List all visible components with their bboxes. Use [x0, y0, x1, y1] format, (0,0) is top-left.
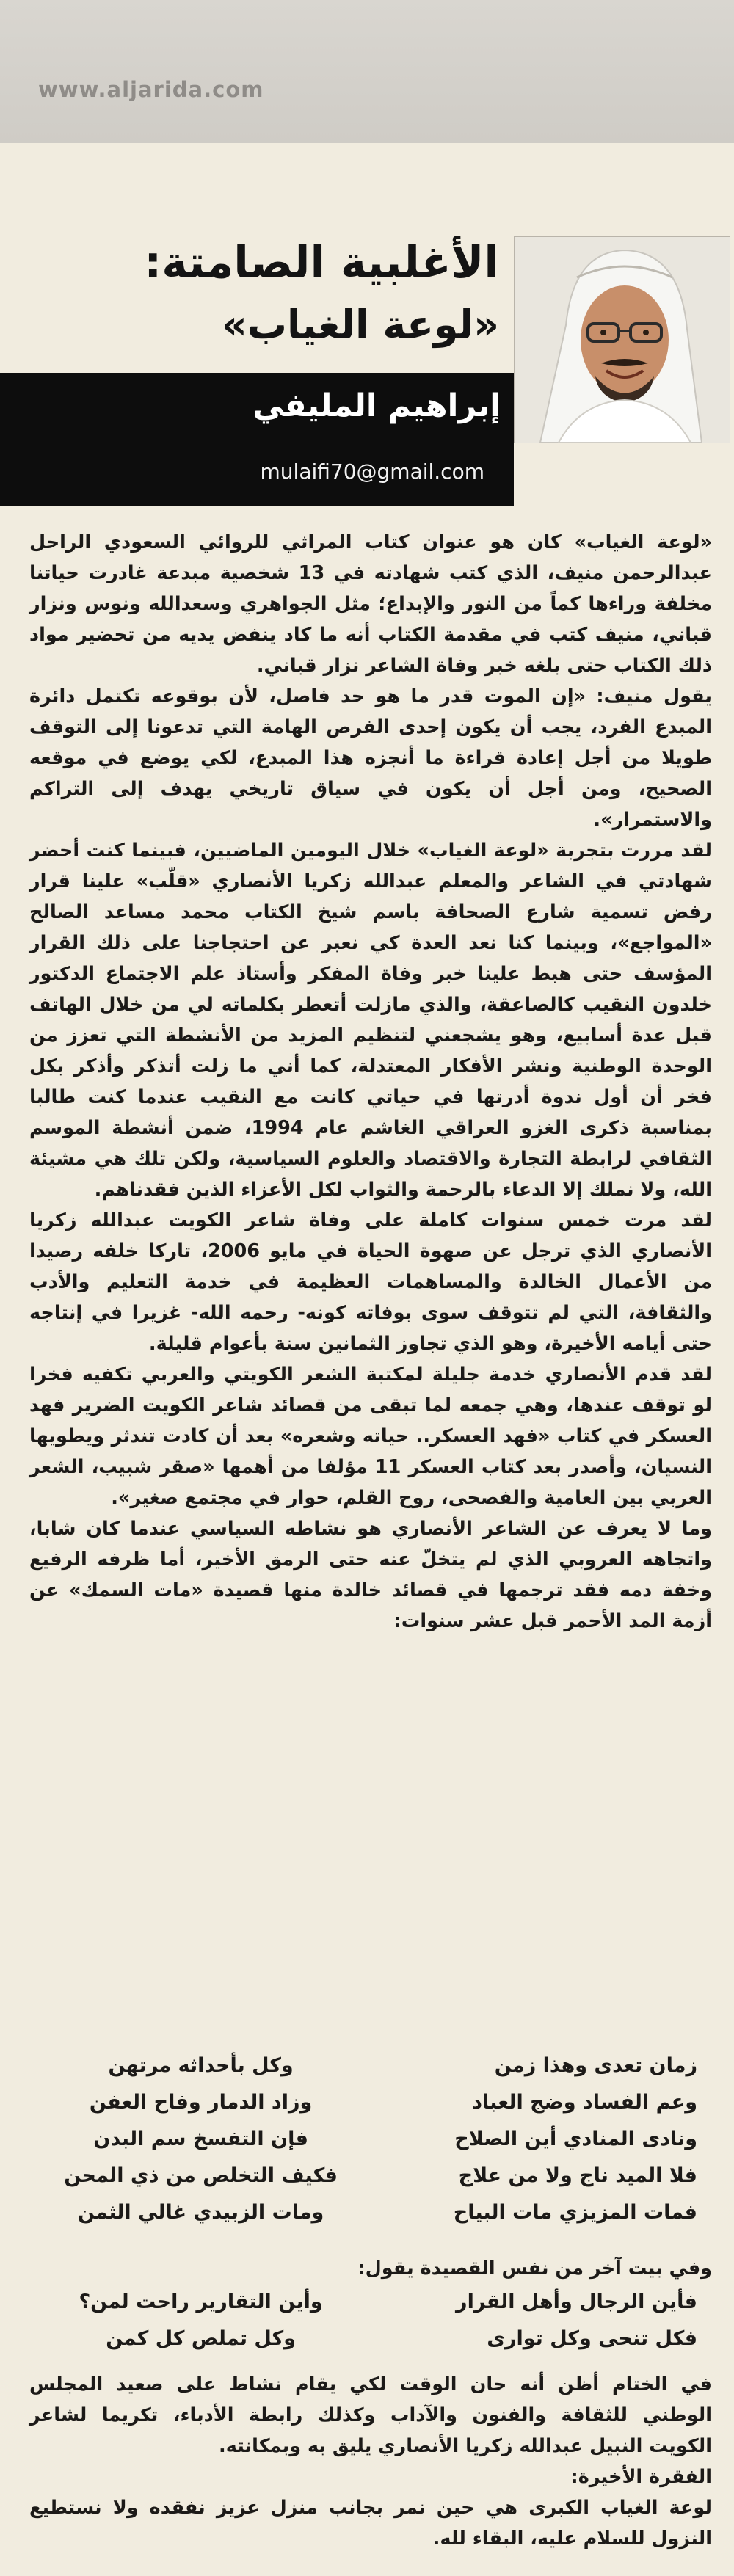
last-paragraph: لوعة الغياب الكبرى هي حين نمر بجانب منزل عزيز نفقده ولا نستطيع النزول للسلام عليه، البقاء لله.	[29, 2497, 712, 2550]
poem-verse-left: ومات الزبيدي غالي الثمن	[77, 2201, 324, 2224]
poem-row	[44, 2284, 697, 2321]
poem-verse-left: فإن التفسخ سم البدن	[93, 2128, 308, 2150]
poem-verse-left: وزاد الدمار وفاح العفن	[89, 2091, 313, 2114]
poem-verse-left: فكيف التخلص من ذي المحن	[64, 2164, 338, 2187]
poem-verse-right: وعم الفساد وضج العباد	[472, 2091, 697, 2114]
poem2-intro-block	[29, 2253, 712, 2284]
poem-row	[44, 2321, 697, 2357]
poem-row	[44, 2121, 697, 2158]
poem-verse-right: زمان تعدى وهذا زمن	[494, 2054, 697, 2077]
poem-row	[44, 2158, 697, 2194]
author-portrait-image	[515, 237, 730, 443]
poem-verse-left: وأين التقارير راحت لمن؟	[79, 2291, 323, 2313]
closing-block	[29, 2369, 712, 2554]
headline-line2: «لوعة الغياب»	[221, 302, 499, 348]
header-band	[0, 0, 734, 143]
poem-block-2	[44, 2284, 697, 2357]
last-section-heading: الفقرة الأخيرة:	[570, 2466, 712, 2488]
paragraph-1: «لوعة الغياب» كان هو عنوان كتاب المراثي للروائي السعودي الراحل عبدالرحمن منيف، الذي كتب شهادته في 13 شخصية مبدعة غادرت حياتنا مخلفة وراءها كماً من النور والإبداع؛ مثل الجواهري وسعدالله ونوس ونزار قباني، منيف كتب في مقدمة الكتاب أنه ما كاد ينفض يديه من تحضير مواد ذلك الكتاب حتى بلغه خبر وفاة الشاعر نزار قباني.	[29, 531, 712, 677]
headline-line1: الأغلبية الصامتة:	[144, 237, 499, 288]
poem-verse-right: فمات المزيزي مات البياح	[453, 2201, 697, 2224]
site-url: www.aljarida.com	[38, 77, 264, 102]
poem-verse-right: فلا الميد ناج ولا من علاج	[458, 2164, 697, 2187]
author-name: إبراهيم المليفي	[252, 388, 501, 424]
paragraph-4: لقد مرت خمس سنوات كاملة على وفاة شاعر الكويت عبدالله زكريا الأنصاري الذي ترجل عن صهوة الحياة في مايو 2006، تاركا خلفه رصيدا من الأعمال الخالدة والمساهمات العظيمة في خدمة التعليم والأدب والثقافة، التي لم تتوقف سوى بوفاته كونه- رحمه الله- غزيرا في إنتاجه حتى أيامه الأخيرة، وهو الذي تجاوز الثمانين سنة بأعوام قليلة.	[29, 1209, 713, 1355]
poem-row	[44, 2084, 697, 2121]
poem-verse-right: فكل تنحى وكل توارى	[487, 2327, 697, 2350]
paragraph-2: يقول منيف: «إن الموت قدر ما هو حد فاصل، لأن بوقوعه تكتمل دائرة المبدع الفرد، يجب أن يكون إحدى الفرص الهامة التي تدعونا إلى التوقف طويلا من أجل إعادة قراءة ما أنجزه هذا المبدع، لكي يوضع في موقعه الصحيح، ومن أجل أن يكون في سياق تاريخي يهدف إلى التراكم والاستمرار».	[29, 685, 712, 831]
author-band	[0, 373, 514, 440]
poem-verse-left: وكل بأحداثه مرتهن	[108, 2054, 294, 2077]
closing-paragraph: في الختام أظن أنه حان الوقت لكي يقام نشاط على صعيد المجلس الوطني للثقافة والفنون والآداب وكذلك رابطة الأدباء، تكريما لشاعر الكويت النبيل عبدالله زكريا الأنصاري يليق به وبمكانته.	[29, 2373, 712, 2457]
poem-row	[44, 2048, 697, 2084]
poem-verse-right: فأين الرجال وأهل القرار	[456, 2291, 697, 2313]
author-photo	[514, 236, 730, 443]
poem-block-1	[44, 2048, 697, 2231]
paragraph-3: لقد مررت بتجربة «لوعة الغياب» خلال اليومين الماضيين، فبينما كنت أحضر شهادتي في الشاعر والمعلم عبدالله زكريا الأنصاري «قلّب» علينا قرار رفض تسمية شارع الصحافة باسم شيخ الكتاب محمد مساعد الصالح «المواجع»، وبينما كنا نعد العدة كي نعبر عن احتجاجنا على ذلك القرار المؤسف حتى هبط علينا خبر وفاة المفكر وأستاذ علم الاجتماع الدكتور خلدون النقيب كالصاعقة، والذي مازلت أتعطر بكلماته لي من خلال الهاتف قبل عدة أسابيع، وهو يشجعني لتنظيم المزيد من الأنشطة التي تعزز من الوحدة الوطنية ونشر الأفكار المعتدلة، كما أني ما زلت أتذكر وأذكر بكل فخر أن أول ندوة أدرتها في حياتي كانت مع النقيب عندما كنت طالبا بمناسبة ذكرى الغزو العراقي الغاشم عام 1994، ضمن أنشطة الموسم الثقافي لرابطة التجارة والاقتصاد والعلوم السياسية، ولكن تلك هي مشيئة الله، ولا نملك إلا الدعاء بالرحمة والثواب لكل الأعزاء الذين فقدناهم.	[29, 840, 712, 1201]
email-band	[0, 440, 514, 506]
paragraph-5: لقد قدم الأنصاري خدمة جليلة لمكتبة الشعر الكويتي والعربي تكفيه فخرا لو توقف عندها، وهي جمعه لما تبقى من قصائد شاعر الكويت الضرير فهد العسكر في كتاب «فهد العسكر.. حياته وشعره» بعد أن كادت تندثر ويطويها النسيان، وأصدر بعد كتاب العسكر 11 مؤلفا من أهمها «صقر شبيب، الشعر العربي بين العامية والفصحى، روح القلم، حوار في مجتمع صغير».	[29, 1364, 712, 1509]
paragraph-6: وما لا يعرف عن الشاعر الأنصاري هو نشاطه السياسي عندما كان شابا، واتجاهه العروبي الذي لم يتخلّ عنه حتى الرمق الأخير، أما ظرفه الرفيع وخفة دمه فقد ترجمها في قصائد خالدة منها قصيدة «مات السمك» عن أزمة المد الأحمر قبل عشر سنوات:	[29, 1518, 712, 1632]
poem2-intro: وفي بيت آخر من نفس القصيدة يقول:	[357, 2257, 712, 2280]
article-body	[29, 527, 712, 1637]
author-email: mulaifi70@gmail.com	[260, 459, 484, 484]
poem-verse-left: وكل تملص كل كمن	[106, 2327, 296, 2350]
poem-verse-right: ونادى المنادي أين الصلاح	[454, 2128, 697, 2150]
poem-row	[44, 2194, 697, 2231]
